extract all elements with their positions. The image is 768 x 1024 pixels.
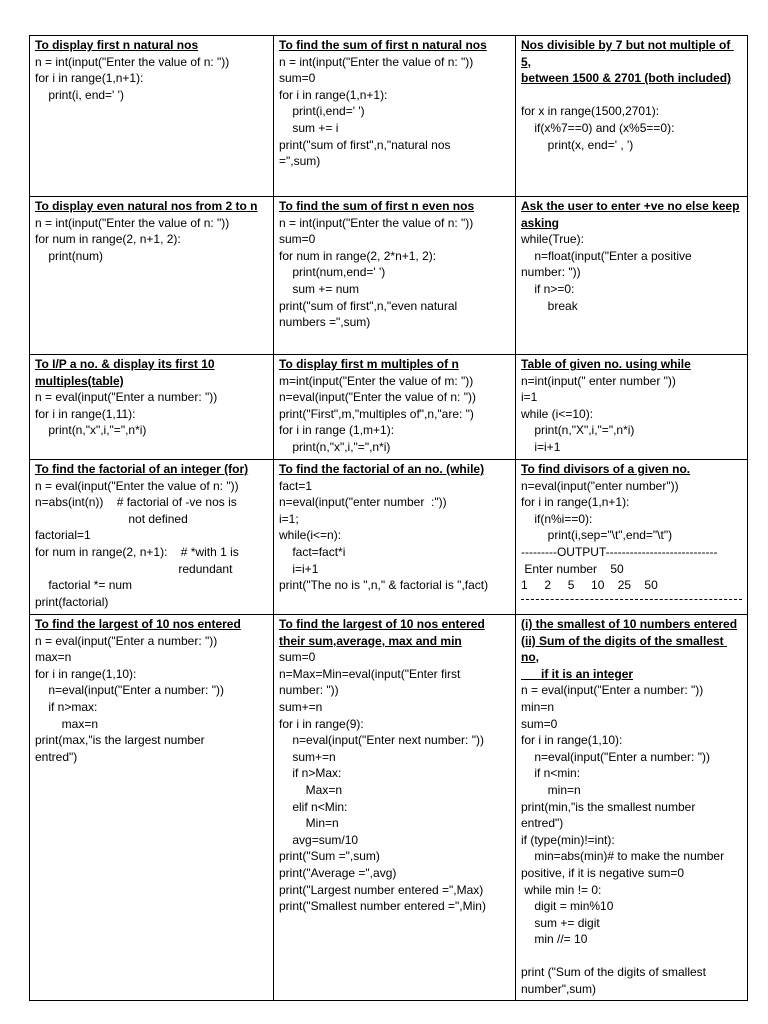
cell-title: To display even natural nos from 2 to n <box>35 199 258 213</box>
cell-title: To find divisors of a given no. <box>521 462 691 476</box>
table-row <box>30 460 748 615</box>
cell-factorial-while <box>274 460 516 615</box>
cell-code: sum=0 n=Max=Min=eval(input("Enter first number: ")) sum+=n for i in range(9): n=eval(input("Enter next number: ")) sum+=n if n>Max: Max=n elif n<Min: Min=n avg=sum/10 print("Sum =",sum) print("Average =",avg) print("Largest number entered =",Max) print("Smallest number entered =",Min) <box>279 650 486 914</box>
cell-code: n=eval(input("enter number")) for i in range(1,n+1): if(n%i==0): print(i,sep="\t",end="\t") ---------OUTPUT---------------------------- Enter number 50 1 2 5 10 25 50 <box>521 478 718 593</box>
cell-code: m=int(input("Enter the value of m: ")) n=eval(input("Enter the value of n: ")) print("First",m,"multiples of",n,"are: ") for i in range (1,m+1): print(n,"x",i,"=",n*i) <box>279 373 476 454</box>
cell-sum-first-n-natural <box>274 36 516 197</box>
cell-title: To find the sum of first n natural nos <box>279 38 487 52</box>
cell-table-while <box>516 355 748 460</box>
cell-code: n = eval(input("Enter a number: ")) max=n for i in range(1,10): n=eval(input("Enter a number: ")) if n>max: max=n print(max,"is the largest number entred") <box>35 633 224 764</box>
cell-sum-avg-max-min <box>274 615 516 1001</box>
cell-title: To I/P a no. & display its first 10 multiples(table) <box>35 357 215 388</box>
cell-code: n = eval(input("Enter the value of n: ")) n=abs(int(n)) # factorial of -ve nos is not defined factorial=1 for num in range(2, n+1): # *with 1 is redundant factorial *= num print(factorial) <box>35 478 239 609</box>
cell-title: Table of given no. using while <box>521 357 691 371</box>
cell-code: n = int(input("Enter the value of n: ")) sum=0 for num in range(2, 2*n+1, 2): print(num,end=' ') sum += num print("sum of first",n,"even natural numbers =",sum) <box>279 215 474 330</box>
cell-code: for x in range(1500,2701): if(x%7==0) and (x%5==0): print(x, end=' , ') <box>521 104 675 152</box>
cell-title: To find the largest of 10 nos entered their sum,average, max and min <box>279 617 485 648</box>
cell-title: To find the largest of 10 nos entered <box>35 617 241 631</box>
cell-code: n = eval(input("Enter a number: ")) for i in range(1,11): print(n,"x",i,"=",n*i) <box>35 390 218 438</box>
table-row <box>30 355 748 460</box>
code-reference-sheet <box>29 35 747 1001</box>
cell-title: To find the factorial of an integer (for) <box>35 462 249 476</box>
cell-title: (i) the smallest of 10 numbers entered (ii) Sum of the digits of the smallest no, if it is an integer <box>521 617 738 681</box>
cell-title: To display first n natural nos <box>35 38 199 52</box>
table-row <box>30 197 748 355</box>
cell-title: Nos divisible by 7 but not multiple of 5, between 1500 & 2701 (both included) <box>521 38 732 86</box>
table-row <box>30 36 748 197</box>
cell-even-natural <box>30 197 274 355</box>
cell-positive-input <box>516 197 748 355</box>
cell-factorial-for <box>30 460 274 615</box>
cell-divisors <box>516 460 748 615</box>
cell-code: n=int(input(" enter number ")) i=1 while (i<=10): print(n,"X",i,"=",n*i) i=i+1 <box>521 373 676 454</box>
cell-first-n-natural <box>30 36 274 197</box>
output-divider <box>521 598 742 600</box>
cell-largest-of-10 <box>30 615 274 1001</box>
cell-code: n = eval(input("Enter a number: ")) min=n sum=0 for i in range(1,10): n=eval(input("Enter a number: ")) if n<min: min=n print(min,"is the smallest number entred") if (type(min)!=int): min=abs(min)# to make the number positive, if it is negative sum=0 while min != 0: digit = min%10 sum += digit min //= 10 print ("Sum of the digits of smallest number",sum) <box>521 683 725 997</box>
cell-divisible-by-7 <box>516 36 748 197</box>
cell-title: To display first m multiples of n <box>279 357 459 371</box>
cell-title: Ask the user to enter +ve no else keep asking <box>521 199 740 230</box>
cell-code: while(True): n=float(input("Enter a positive number: ")) if n>=0: break <box>521 232 692 313</box>
cell-title: To find the factorial of an no. (while) <box>279 462 485 476</box>
cell-code: fact=1 n=eval(input("enter number :")) i=1; while(i<=n): fact=fact*i i=i+1 print("The no is ",n," & factorial is ",fact) <box>279 478 489 593</box>
cell-smallest-and-digit-sum <box>516 615 748 1001</box>
program-table <box>29 35 748 1001</box>
cell-title: To find the sum of first n even nos <box>279 199 475 213</box>
cell-multiples-table <box>30 355 274 460</box>
cell-sum-even <box>274 197 516 355</box>
cell-code: n = int(input("Enter the value of n: ")) sum=0 for i in range(1,n+1): print(i,end=' ') sum += i print("sum of first",n,"natural nos =",sum) <box>279 54 474 169</box>
cell-code: n = int(input("Enter the value of n: ")) for i in range(1,n+1): print(i, end=' ') <box>35 54 230 102</box>
cell-code: n = int(input("Enter the value of n: ")) for num in range(2, n+1, 2): print(num) <box>35 215 230 263</box>
table-row <box>30 615 748 1001</box>
cell-m-multiples <box>274 355 516 460</box>
